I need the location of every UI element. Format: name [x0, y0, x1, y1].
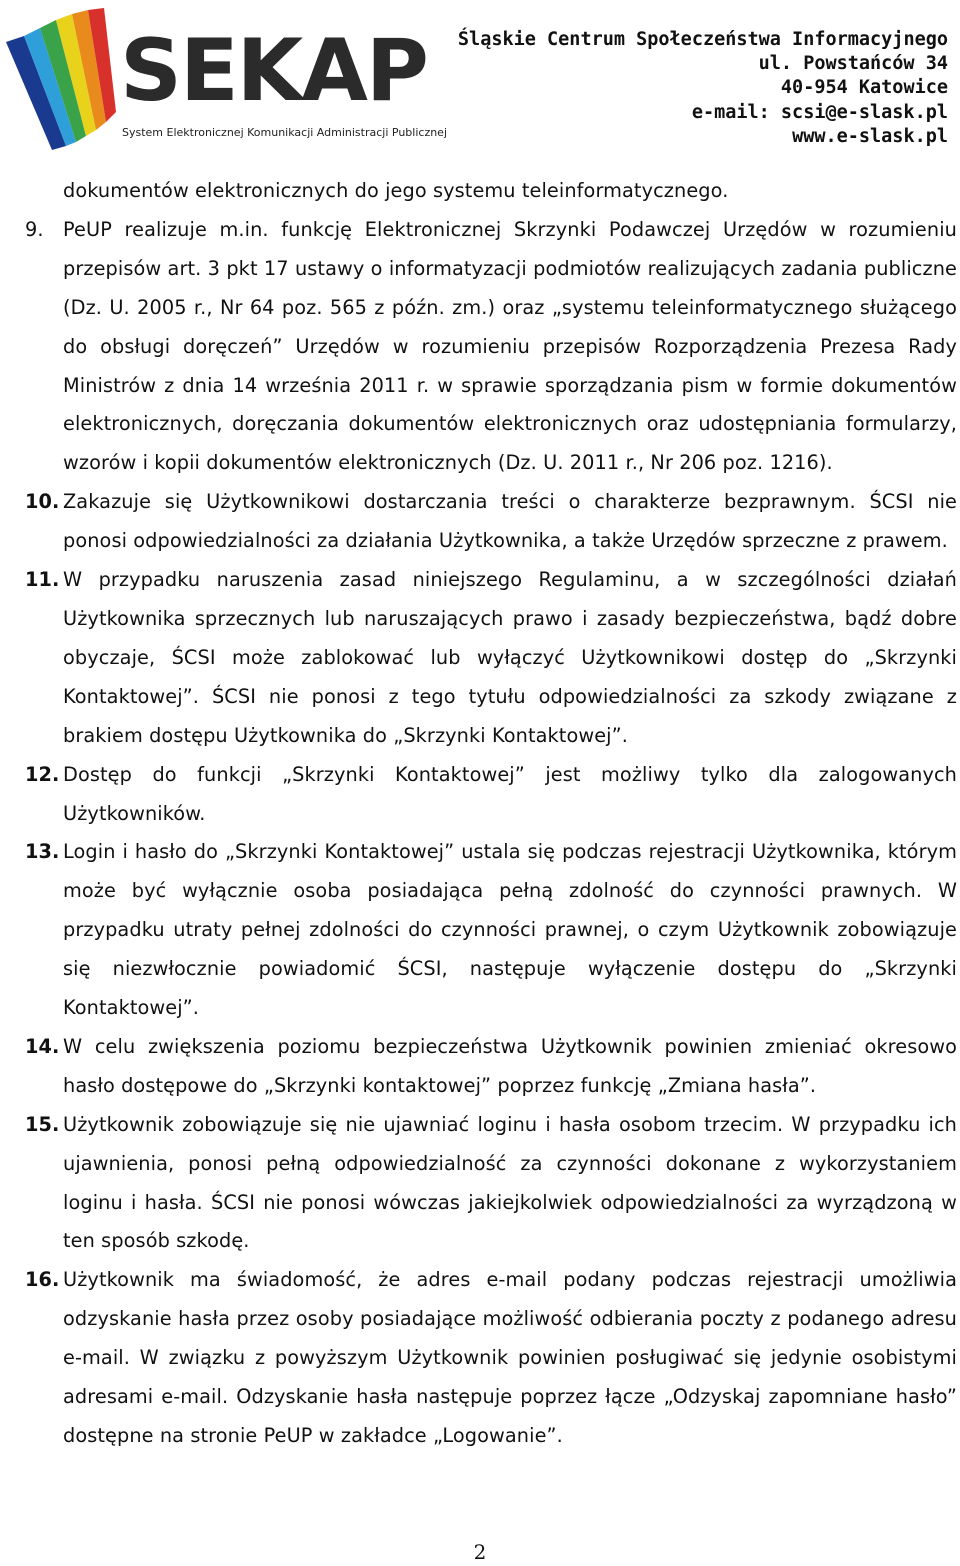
list-item	[0, 483, 960, 561]
item-number: 16.	[25, 1268, 60, 1292]
sekap-logo	[4, 6, 448, 152]
org-city: 40-954 Katowice	[780, 77, 948, 99]
page-header	[0, 0, 960, 160]
item-text: PeUP realizuje m.in. funkcję Elektronicznej Skrzynki Podawczej Urzędów w rozumieniu przepisów art. 3 pkt 17 ustawy o informatyzacji podmiotów realizujących zadania publiczne (Dz. U. 2005 r., Nr 64 poz. 565 z późn. zm.) oraz „systemu teleinformatycznego służącego do obsługi doręczeń” Urzędów w rozumieniu przepisów Rozporządzenia Prezesa Rady Ministrów z dnia 14 września 2011 r. w sprawie sporządzania pism w formie dokumentów elektronicznych, doręczania dokumentów elektronicznych oraz udostępniania formularzy, wzorów i kopii dokumentów elektronicznych (Dz. U. 2011 r., Nr 206 poz. 1216).	[63, 217, 957, 475]
org-website: www.e-slask.pl	[792, 125, 948, 147]
intro-continuation	[0, 172, 960, 211]
list-item	[0, 211, 960, 483]
item-number: 10.	[25, 490, 60, 514]
item-number: 11.	[25, 568, 60, 592]
logo-tagline: System Elektronicznej Komunikacji Administracji Publicznej	[122, 126, 448, 139]
item-number: 14.	[25, 1034, 60, 1058]
list-item	[0, 1106, 960, 1262]
list-item	[0, 1028, 960, 1106]
org-name: Śląskie Centrum Społeczeństwa Informacyjnego	[457, 29, 948, 50]
page-number: 2	[473, 1540, 487, 1564]
item-text: Użytkownik zobowiązuje się nie ujawniać loginu i hasła osobom trzecim. W przypadku ich ujawnienia, ponosi pełną odpowiedzialność za czynności dokonane z wykorzystaniem loginu i hasła. ŚCSI nie ponosi wówczas jakiejkolwiek odpowiedzialności za wyrządzoną w ten sposób szkodę.	[63, 1112, 957, 1253]
logo-wordmark: SEKAP	[120, 21, 427, 121]
item-number: 13.	[25, 840, 60, 864]
item-text: Login i hasło do „Skrzynki Kontaktowej” ustala się podczas rejestracji Użytkownika, którym może być wyłącznie osoba posiadająca pełną zdolność do czynności prawnych. W przypadku utraty pełnej zdolności do czynności prawnej, o czym Użytkownik zobowiązuje się niezwłocznie powiadomić ŚCSI, następuje wyłączenie dostępu do „Skrzynki Kontaktowej”.	[63, 840, 957, 1020]
item-text: Dostęp do funkcji „Skrzynki Kontaktowej” jest możliwy tylko dla zalogowanych Użytkowników.	[63, 762, 957, 825]
org-email: e-mail: scsi@e-slask.pl	[691, 101, 948, 123]
intro-text: dokumentów elektronicznych do jego systemu teleinformatycznego.	[63, 179, 729, 202]
list-item	[0, 561, 960, 756]
item-text: Użytkownik ma świadomość, że adres e-mail podany podczas rejestracji umożliwia odzyskanie hasła przez osoby posiadające możliwość odbierania poczty z podanego adresu e-mail. W związku z powyższym Użytkownik powinien posługiwać się jedynie osobistymi adresami e-mail. Odzyskanie hasła następuje poprzez łącze „Odzyskaj zapomniane hasło” dostępne na stronie PeUP w zakładce „Logowanie”.	[63, 1268, 957, 1447]
regulation-text	[0, 172, 960, 1456]
org-street: ul. Powstańców 34	[758, 53, 948, 75]
list-item	[0, 1261, 960, 1456]
list-item	[0, 756, 960, 834]
item-text: Zakazuje się Użytkownikowi dostarczania treści o charakterze bezprawnym. ŚCSI nie ponosi odpowiedzialności za działania Użytkownika, a także Urzędów sprzeczne z prawem.	[63, 490, 957, 553]
sekap-logo-mark-icon	[4, 6, 124, 152]
item-text: W przypadku naruszenia zasad niniejszego Regulaminu, a w szczególności działań Użytkownika sprzecznych lub naruszających prawo i zasady bezpieczeństwa, bądź dobre obyczaje, ŚCSI może zablokować lub wyłączyć Użytkownikowi dostęp do „Skrzynki Kontaktowej”. ŚCSI nie ponosi z tego tytułu odpowiedzialności za szkody związane z brakiem dostępu Użytkownika do „Skrzynki Kontaktowej”.	[63, 568, 957, 747]
item-number: 12.	[25, 762, 60, 786]
organization-address	[458, 28, 948, 149]
item-text: W celu zwiększenia poziomu bezpieczeństwa Użytkownik powinien zmieniać okresowo hasło dostępowe do „Skrzynki kontaktowej” poprzez funkcję „Zmiana hasła”.	[63, 1034, 957, 1097]
item-number: 15.	[25, 1112, 60, 1136]
list-item	[0, 833, 960, 1028]
item-number: 9.	[25, 217, 44, 241]
